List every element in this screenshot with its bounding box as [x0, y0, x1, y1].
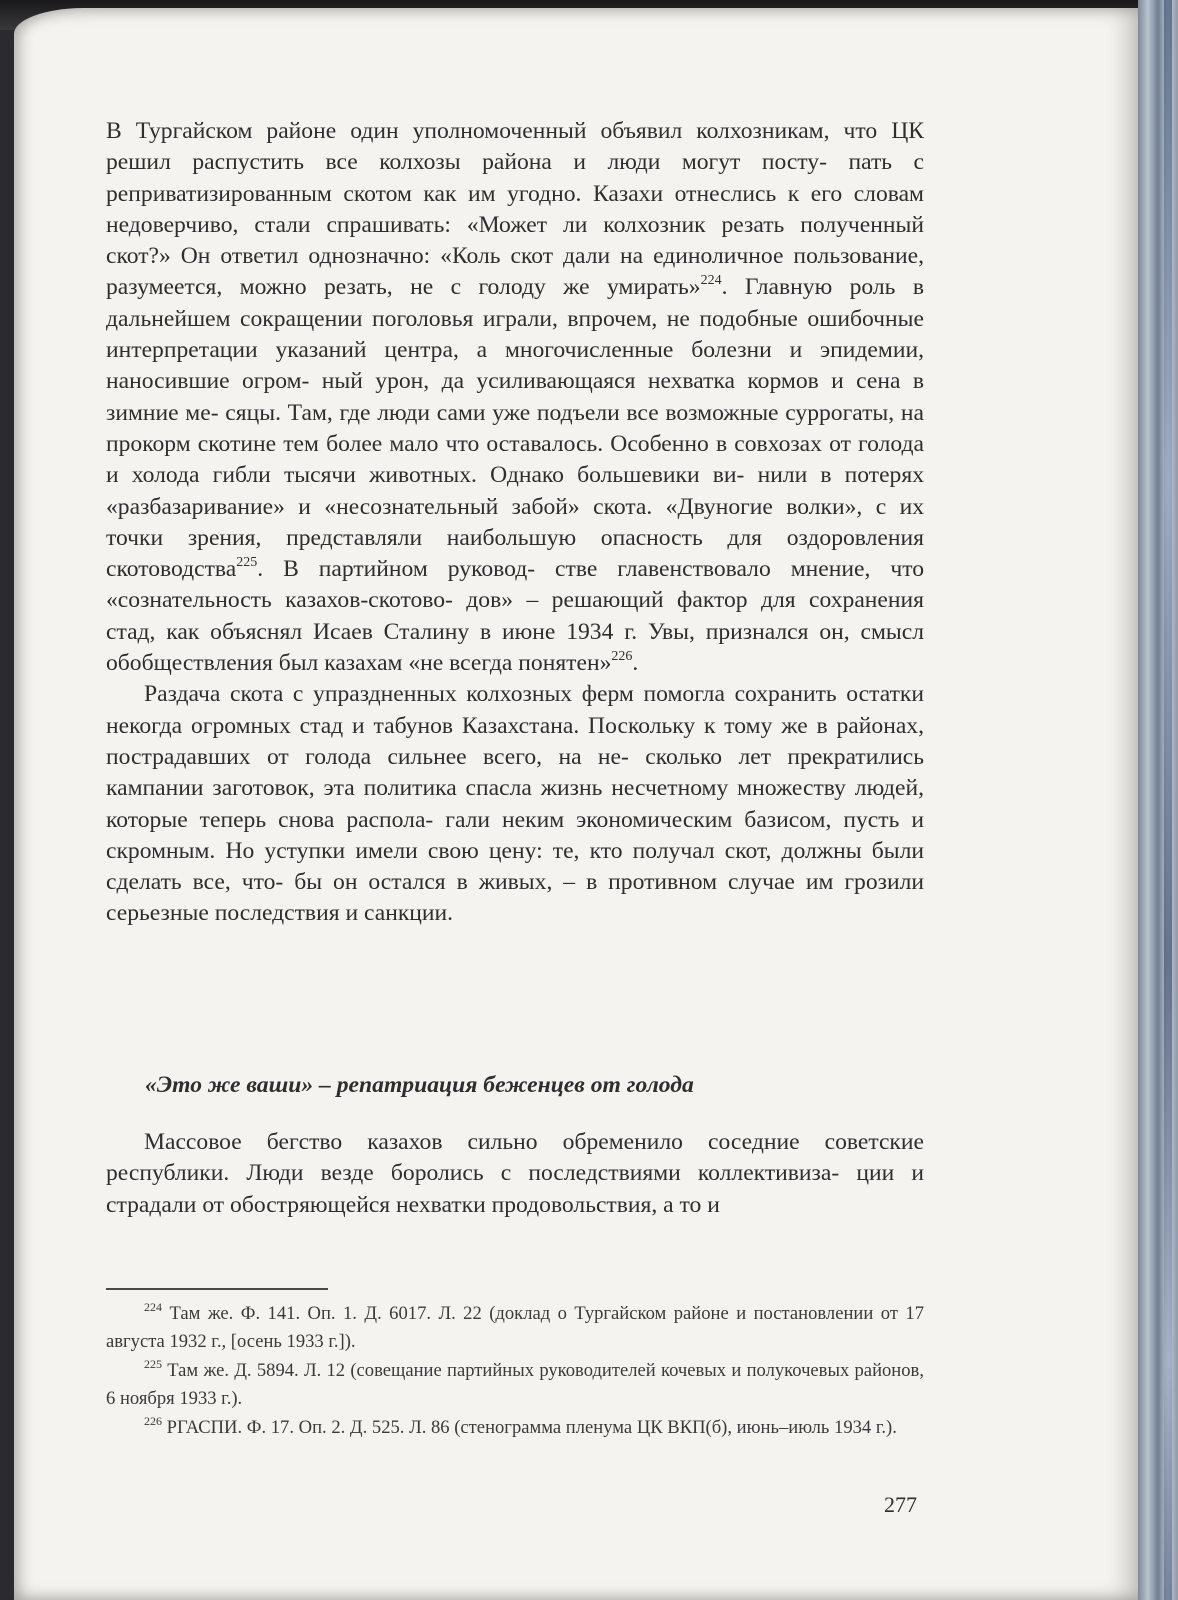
paragraph-3: Массовое бегство казахов сильно обременило соседние советские республики. Люди везде боролись с последствиями коллективиза- ции и страдали от обостряющейся нехватки продовольствия, а то и	[106, 1129, 924, 1218]
footnote-ref-225[interactable]: 225	[236, 555, 258, 571]
footnote-ref-224[interactable]: 224	[700, 273, 722, 289]
paragraph-2: Раздача скота с упраздненных колхозных ферм помогла сохранить остатки некогда огромных стад и табунов Казахстана. Поскольку к тому же в районах, пострадавших от голода сильнее всего, на не- сколько лет прекратились кампании заготовок, эта политика спасла жизнь несчетному множеству людей, которые теперь снова распола- гали неким экономическим базисом, пусть и скромным. Но уступки имели свою цену: те, кто получал скот, должны были сделать все, что- бы он остался в живых, – в противном случае им грозили серьезные последствия и санкции.	[106, 681, 924, 927]
footnote-divider	[106, 1288, 328, 1290]
body-text	[106, 116, 924, 930]
footnote-225: $^{225}$ Там же. Д. 5894. Л. 12 (совещание партийных руководителей кочевых и полукочевых районов, 6 ноября 1933 г.).	[106, 1357, 924, 1409]
page-number: 277	[884, 1492, 917, 1517]
footnote-224: $^{224}$ Там же. Ф. 141. Оп. 1. Д. 6017. Л. 22 (доклад о Тургайском районе и постановлении от 17 августа 1932 г., [осень 1933 г.]).	[106, 1300, 924, 1352]
footnotes	[106, 1300, 924, 1443]
body-text-2	[106, 1127, 924, 1221]
footnote-ref-226[interactable]: 226	[611, 649, 633, 665]
book-edge	[1138, 0, 1178, 1600]
paragraph-1: В Тургайском районе один уполномоченный объявил колхозникам, что ЦК решил распустить все колхозы района и люди могут посту- пать с реприватизированным скотом как им угодно. Казахи отнеслись к его словам недоверчиво, стали спрашивать: «Может ли колхозник резать полученный скот?» Он ответил однозначно: «Коль скот дали на единоличное пользование, разумеется, можно резать, не с голоду же умирать»$^{224}$. Главную роль в дальнейшем сокращении поголовья играли, впрочем, не подобные ошибочные интерпретации указаний центра, а многочисленные болезни и эпидемии, наносившие огром- ный урон, да усиливающаяся нехватка кормов и сена в зимние ме- сяцы. Там, где люди сами уже подъели все возможные суррогаты, на прокорм скотине тем более мало что оставалось. Особенно в совхозах от голода и холода гибли тысячи животных. Однако большевики ви- нили в потерях «разбазаривание» и «несознательный забой» скота. «Двуногие волки», с их точки зрения, представляли наибольшую опасность для оздоровления скотоводства$^{225}$. В партийном руковод- стве главенствовало мнение, что «сознательность казахов-скотово- дов» – решающий фактор для сохранения стад, как объяснял Исаев Сталину в июне 1934 г. Увы, признался он, смысл обобществления был казахам «не всегда понятен»$^{226}$.	[106, 118, 924, 677]
footnote-226: $^{226}$ РГАСПИ. Ф. 17. Оп. 2. Д. 525. Л. 86 (стенограмма пленума ЦК ВКП(б), июнь–июль 1934 г.).	[144, 1414, 897, 1438]
section-heading: «Это же ваши» – репатриация беженцев от голода	[145, 1072, 694, 1098]
